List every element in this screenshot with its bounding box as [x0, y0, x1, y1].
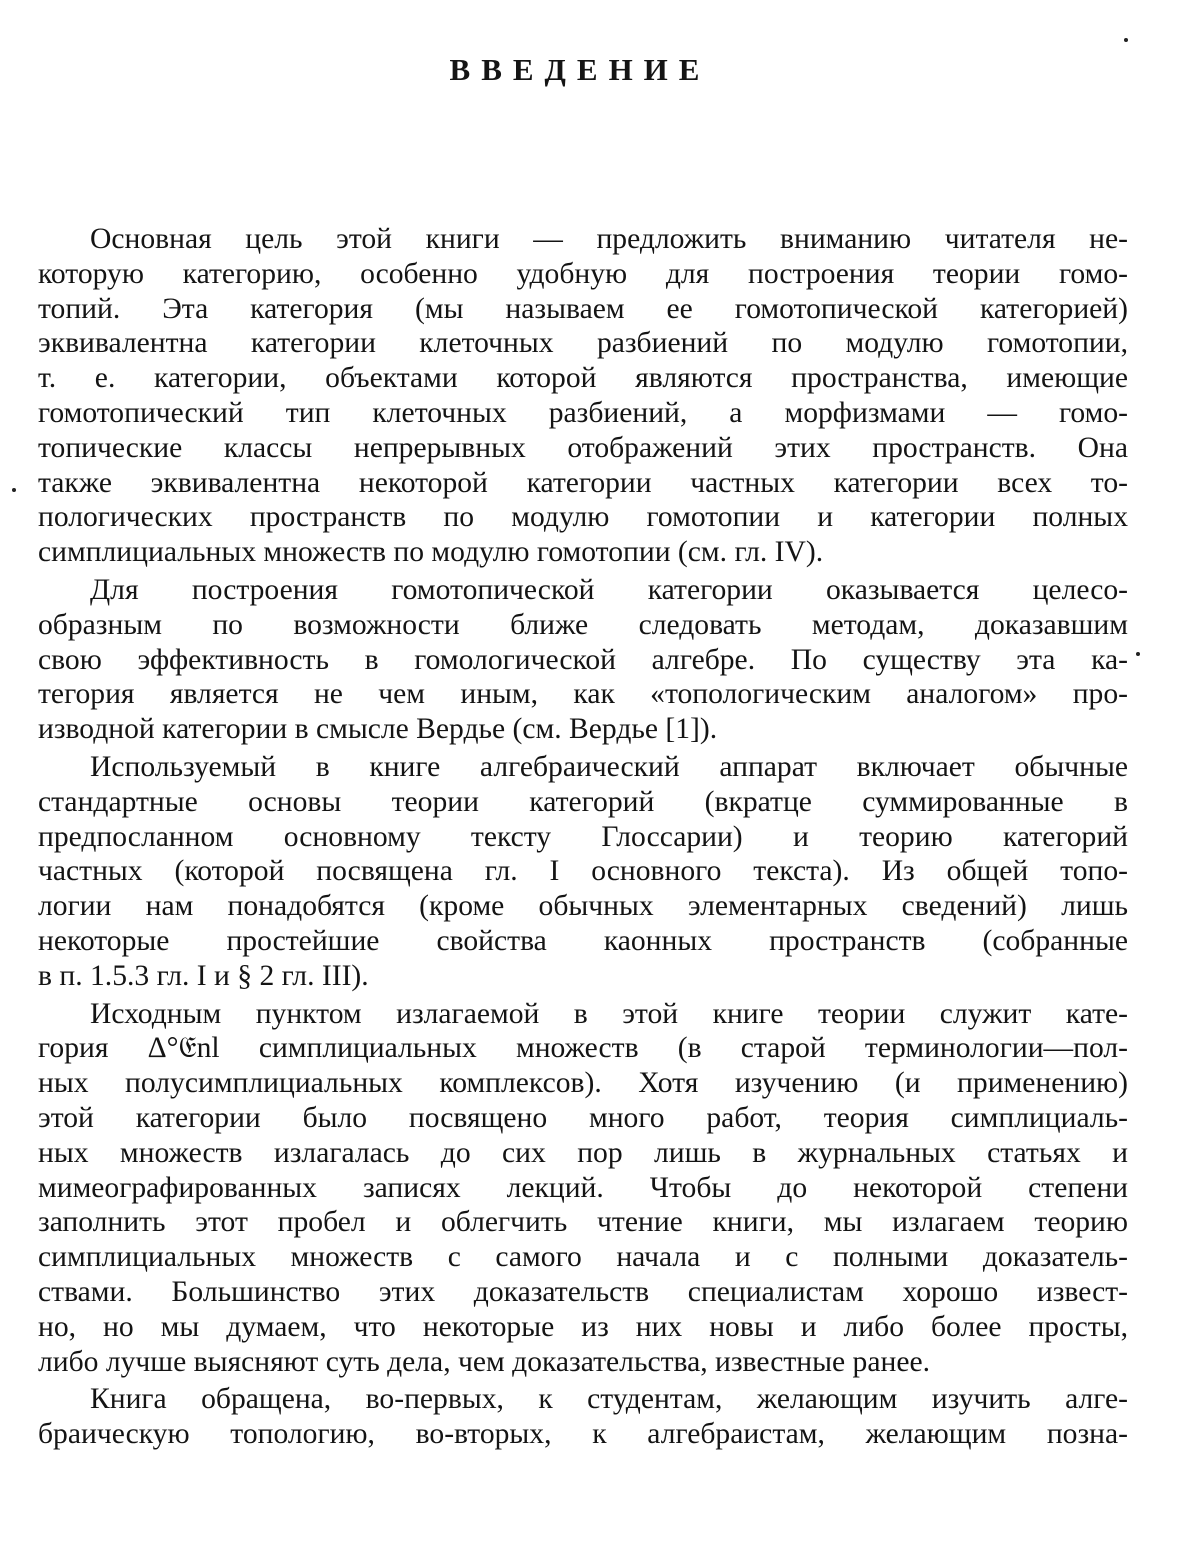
text-line: некоторые простейшие свойства каонных пространств (собранные	[38, 924, 1128, 957]
text-line: частных (которой посвящена гл. I основного текста). Из общей топо-	[38, 855, 1128, 888]
scan-speck	[12, 488, 16, 492]
paragraph-3	[38, 750, 1128, 994]
text-line: Основная цель этой книги — предложить вниманию читателя не-	[90, 223, 1128, 255]
text-line: эквивалентна категории клеточных разбиений по модулю гомотопии,	[38, 327, 1128, 360]
paragraph-5	[38, 1382, 1128, 1452]
body-text	[38, 222, 1128, 1455]
text-line: т. е. категории, объектами которой являются пространства, имеющие	[38, 362, 1128, 395]
text-line: тегория является не чем иным, как «топологическим аналогом» про-	[38, 678, 1128, 711]
text-line: Книга обращена, во-первых, к студентам, желающим изучить алге-	[90, 1383, 1128, 1416]
text-line: либо лучше выясняют суть дела, чем доказательства, известные ранее.	[38, 1345, 930, 1378]
paragraph-4	[38, 997, 1128, 1380]
paragraph-2	[38, 573, 1128, 747]
text-line: стандартные основы теории категорий (вкратце суммированные в	[38, 785, 1128, 818]
text-line: ных полусимплициальных комплексов). Хотя изучению (и применению)	[38, 1067, 1128, 1100]
paragraph-1	[38, 222, 1128, 570]
text-line: которую категорию, особенно удобную для построения теории гомо-	[38, 257, 1128, 290]
text-line: этой категории было посвящено много работ, теория симплициаль-	[38, 1101, 1128, 1134]
text-line: в п. 1.5.3 гл. I и § 2 гл. III).	[38, 959, 369, 992]
text-line: топий. Эта категория (мы называем ее гомотопической категорией)	[38, 292, 1128, 325]
text-line: свою эффективность в гомологической алгебре. По существу эта ка-	[38, 643, 1128, 676]
text-line: мимеографированных записях лекций. Чтобы до некоторой степени	[38, 1171, 1128, 1204]
text-line: ных множеств излагалась до сих пор лишь в журнальных статьях и	[38, 1136, 1128, 1169]
text-line: Для построения гомотопической категории оказывается целесо-	[90, 573, 1128, 606]
text-line: образным по возможности ближе следовать методам, доказавшим	[38, 608, 1128, 641]
text-line: топические классы непрерывных отображений этих пространств. Она	[38, 431, 1128, 464]
text-line: заполнить этот пробел и облегчить чтение книги, мы излагаем теорию	[38, 1206, 1128, 1239]
text-line: Исходным пунктом излагаемой в этой книге теории служит кате-	[90, 997, 1128, 1030]
text-line: также эквивалентна некоторой категории частных категории всех то-	[38, 466, 1128, 499]
text-line: изводной категории в смысле Вердье (см. Вердье [1]).	[38, 713, 718, 746]
text-line: симплициальных множеств по модулю гомотопии (см. гл. IV).	[38, 536, 824, 569]
scan-speck	[1124, 38, 1128, 42]
text-line: предпосланном основному тексту Глоссарии) и теорию категорий	[38, 820, 1128, 853]
text-line: но, но мы думаем, что некоторые из них новы и либо более просты,	[38, 1310, 1128, 1343]
text-line: пологических пространств по модулю гомотопии и категории полных	[38, 501, 1128, 534]
chapter-heading: ВВЕДЕНИЕ	[449, 52, 711, 87]
text-line: симплициальных множеств с самого начала и с полными доказатель-	[38, 1241, 1128, 1274]
text-line: ствами. Большинство этих доказательств специалистам хорошо извест-	[38, 1275, 1128, 1308]
text-line: логии нам понадобятся (кроме обычных элементарных сведений) лишь	[38, 890, 1128, 923]
scan-speck	[1136, 652, 1140, 656]
text-line: браическую топологию, во-вторых, к алгебраистам, желающим позна-	[38, 1418, 1128, 1451]
text-line: гомотопический тип клеточных разбиений, а морфизмами — гомо-	[38, 396, 1128, 429]
text-line: Используемый в книге алгебраический аппарат включает обычные	[90, 750, 1128, 783]
text-line: гория Δ°𝔈nl симплициальных множеств (в старой терминологии—пол-	[38, 1032, 1128, 1065]
